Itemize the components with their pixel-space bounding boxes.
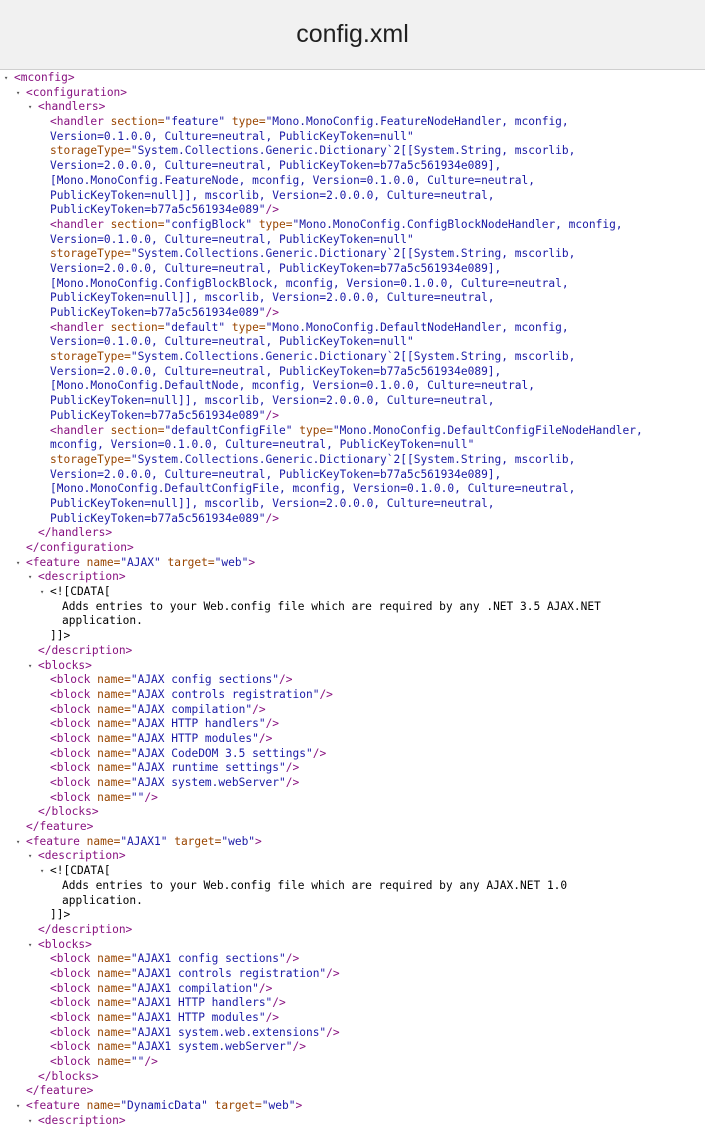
xml-tag: <block bbox=[50, 746, 98, 760]
xml-attr-value: "Mono.MonoConfig.DefaultNodeHandler, mconfig, bbox=[265, 320, 569, 334]
xml-attr-value: [Mono.MonoConfig.FeatureNode, mconfig, Version=0.1.0.0, Culture=neutral, bbox=[50, 173, 535, 187]
xml-tag: </description> bbox=[38, 922, 133, 936]
xml-line bbox=[0, 100, 705, 115]
xml-line bbox=[0, 512, 705, 527]
xml-attr-name: name= bbox=[97, 746, 131, 760]
xml-tag: > bbox=[295, 1099, 303, 1113]
expand-toggle-icon[interactable]: ▾ bbox=[28, 661, 33, 670]
xml-tag: <configuration> bbox=[26, 85, 128, 99]
xml-line bbox=[0, 335, 705, 350]
xml-tag: <block bbox=[50, 1055, 98, 1069]
xml-attr-value: "System.Collections.Generic.Dictionary`2[[System.String, mscorlib, bbox=[130, 247, 576, 261]
xml-line bbox=[0, 1114, 705, 1129]
xml-line bbox=[0, 321, 705, 336]
xml-text: Adds entries to your Web.config file which are required by any .NET 3.5 AJAX.NET bbox=[62, 599, 601, 613]
expand-toggle-icon[interactable]: ▾ bbox=[28, 103, 33, 112]
xml-attr-name: section= bbox=[110, 423, 165, 437]
xml-attr-value: [Mono.MonoConfig.DefaultNode, mconfig, Version=0.1.0.0, Culture=neutral, bbox=[50, 379, 535, 393]
xml-attr-value: "System.Collections.Generic.Dictionary`2[[System.String, mscorlib, bbox=[130, 452, 576, 466]
expand-toggle-icon[interactable]: ▾ bbox=[16, 558, 21, 567]
xml-attr-value: "AJAX" bbox=[120, 555, 161, 569]
xml-line bbox=[0, 291, 705, 306]
xml-attr-name: section= bbox=[110, 115, 165, 129]
xml-attr-value: "System.Collections.Generic.Dictionary`2[[System.String, mscorlib, bbox=[130, 350, 576, 364]
expand-toggle-icon[interactable]: ▾ bbox=[28, 852, 33, 861]
xml-tag: /> bbox=[258, 731, 273, 745]
xml-attr-name: type= bbox=[252, 217, 293, 231]
xml-line bbox=[0, 277, 705, 292]
xml-line bbox=[0, 570, 705, 585]
xml-line bbox=[0, 350, 705, 365]
xml-tag: <feature bbox=[26, 834, 87, 848]
xml-tag: <block bbox=[50, 996, 98, 1010]
xml-tag: /> bbox=[326, 1025, 340, 1039]
xml-tag: </blocks> bbox=[38, 1069, 99, 1083]
xml-attr-value: "web" bbox=[214, 555, 249, 569]
xml-attr-name: name= bbox=[97, 996, 131, 1010]
xml-line bbox=[0, 791, 705, 806]
xml-line bbox=[0, 673, 705, 688]
xml-tag: <mconfig> bbox=[14, 71, 75, 84]
xml-line bbox=[0, 600, 705, 615]
xml-attr-value: "default" bbox=[164, 320, 226, 334]
xml-tag: <handlers> bbox=[38, 100, 106, 114]
xml-line bbox=[0, 1070, 705, 1085]
xml-line bbox=[0, 1040, 705, 1055]
xml-attr-name: type= bbox=[225, 115, 266, 129]
xml-tag: /> bbox=[144, 1055, 158, 1069]
xml-text: application. bbox=[62, 893, 143, 907]
xml-line bbox=[0, 233, 705, 248]
xml-tag: <block bbox=[50, 790, 98, 804]
xml-attr-value: [Mono.MonoConfig.DefaultConfigFile, mconfig, Version=0.1.0.0, Culture=neutral, bbox=[50, 482, 576, 496]
xml-line bbox=[0, 703, 705, 718]
xml-tag: > bbox=[248, 555, 256, 569]
xml-tag: /> bbox=[279, 673, 293, 687]
xml-attr-value: "defaultConfigFile" bbox=[164, 423, 293, 437]
xml-attr-name: name= bbox=[97, 790, 131, 804]
xml-tag: <block bbox=[50, 731, 98, 745]
xml-tag: <handler bbox=[50, 115, 111, 129]
xml-tag: /> bbox=[258, 981, 273, 995]
xml-tag: <block bbox=[50, 1040, 98, 1054]
xml-line bbox=[0, 409, 705, 424]
xml-line bbox=[0, 1055, 705, 1070]
xml-attr-name: name= bbox=[86, 834, 121, 848]
xml-attr-value: PublicKeyToken=b77a5c561934e089" bbox=[50, 306, 266, 319]
xml-line bbox=[0, 159, 705, 174]
xml-attr-value: "AJAX1" bbox=[120, 834, 168, 848]
xml-attr-value: "web" bbox=[221, 834, 256, 848]
xml-tag: </description> bbox=[38, 643, 133, 657]
xml-attr-value: Version=2.0.0.0, Culture=neutral, PublicKeyToken=b77a5c561934e089], bbox=[50, 364, 502, 378]
xml-tag: <block bbox=[50, 776, 98, 789]
xml-tag: </configuration> bbox=[26, 541, 134, 554]
xml-attr-value: "Mono.MonoConfig.FeatureNodeHandler, mconfig, bbox=[265, 115, 569, 129]
xml-line bbox=[0, 556, 705, 571]
xml-attr-value: Version=2.0.0.0, Culture=neutral, PublicKeyToken=b77a5c561934e089], bbox=[50, 261, 502, 275]
xml-attr-name: name= bbox=[97, 673, 131, 687]
xml-attr-name: storageType= bbox=[50, 452, 131, 466]
xml-line bbox=[0, 820, 705, 835]
xml-attr-name: type= bbox=[292, 423, 333, 437]
xml-tag: <description> bbox=[38, 849, 126, 863]
xml-attr-name: name= bbox=[97, 687, 131, 701]
xml-tag: /> bbox=[265, 1011, 280, 1024]
xml-line bbox=[0, 365, 705, 380]
xml-line bbox=[0, 644, 705, 659]
xml-tag: </blocks> bbox=[38, 805, 99, 819]
xml-attr-value: "AJAX1 controls registration" bbox=[130, 966, 327, 980]
xml-tag: /> bbox=[292, 1040, 306, 1054]
xml-attr-value: "AJAX1 compilation" bbox=[130, 981, 259, 995]
xml-line bbox=[0, 497, 705, 512]
xml-attr-value: "feature" bbox=[164, 115, 226, 129]
xml-attr-value: [Mono.MonoConfig.ConfigBlockBlock, mconfig, Version=0.1.0.0, Culture=neutral, bbox=[50, 276, 569, 290]
xml-attr-name: name= bbox=[86, 555, 121, 569]
xml-tag: <blocks> bbox=[38, 937, 92, 951]
xml-tag: <block bbox=[50, 966, 98, 980]
xml-line bbox=[0, 835, 705, 850]
xml-line bbox=[0, 424, 705, 439]
xml-tag: <feature bbox=[26, 555, 87, 569]
xml-line bbox=[0, 247, 705, 262]
expand-toggle-icon[interactable]: ▾ bbox=[16, 837, 21, 846]
xml-line bbox=[0, 1026, 705, 1041]
xml-attr-name: section= bbox=[110, 217, 165, 231]
xml-tag: <block bbox=[50, 673, 98, 687]
xml-attr-value: PublicKeyToken=b77a5c561934e089" bbox=[50, 203, 266, 217]
xml-attr-value: Version=0.1.0.0, Culture=neutral, PublicKeyToken=null" bbox=[50, 129, 414, 143]
xml-line bbox=[0, 482, 705, 497]
xml-line bbox=[0, 732, 705, 747]
xml-tag: <description> bbox=[38, 570, 126, 584]
xml-attr-value: "AJAX compilation" bbox=[130, 702, 253, 716]
xml-tag: </handlers> bbox=[38, 526, 113, 540]
xml-attr-value: "Mono.MonoConfig.ConfigBlockNodeHandler, mconfig, bbox=[292, 217, 623, 231]
xml-attr-name: name= bbox=[97, 1025, 131, 1039]
xml-line bbox=[0, 379, 705, 394]
xml-tag: /> bbox=[285, 776, 300, 789]
xml-attr-value: "AJAX HTTP modules" bbox=[130, 731, 259, 745]
xml-line bbox=[0, 86, 705, 101]
xml-tag: <block bbox=[50, 952, 98, 966]
xml-attr-name: storageType= bbox=[50, 247, 131, 261]
xml-tag: /> bbox=[265, 408, 280, 422]
xml-attr-value: PublicKeyToken=null]], mscorlib, Version=2.0.0.0, Culture=neutral, bbox=[50, 394, 495, 408]
xml-line bbox=[0, 629, 705, 644]
xml-text: <![CDATA[ bbox=[50, 864, 111, 878]
xml-line bbox=[0, 189, 705, 204]
xml-attr-value: mconfig, Version=0.1.0.0, Culture=neutral, PublicKeyToken=null" bbox=[50, 438, 475, 452]
xml-tag: <block bbox=[50, 717, 98, 731]
xml-attr-value: "DynamicData" bbox=[120, 1099, 208, 1113]
xml-attr-value: PublicKeyToken=b77a5c561934e089" bbox=[50, 408, 266, 422]
xml-line bbox=[0, 130, 705, 145]
xml-tag: /> bbox=[144, 790, 158, 804]
xml-attr-name: name= bbox=[97, 981, 131, 995]
xml-text: ]]> bbox=[50, 629, 71, 643]
xml-line bbox=[0, 585, 705, 600]
xml-line bbox=[0, 262, 705, 277]
expand-toggle-icon[interactable]: ▾ bbox=[28, 1116, 33, 1125]
xml-line bbox=[0, 144, 705, 159]
xml-tag: <blocks> bbox=[38, 658, 92, 672]
xml-attr-value: Version=0.1.0.0, Culture=neutral, PublicKeyToken=null" bbox=[50, 232, 414, 246]
xml-tag: <block bbox=[50, 1011, 98, 1024]
xml-line bbox=[0, 761, 705, 776]
xml-attr-value: Version=0.1.0.0, Culture=neutral, PublicKeyToken=null" bbox=[50, 335, 414, 349]
xml-attr-name: name= bbox=[97, 952, 131, 966]
xml-attr-value: PublicKeyToken=b77a5c561934e089" bbox=[50, 511, 266, 525]
expand-toggle-icon[interactable]: ▾ bbox=[16, 88, 21, 97]
xml-attr-name: target= bbox=[167, 834, 222, 848]
xml-line bbox=[0, 203, 705, 218]
xml-attr-name: name= bbox=[97, 717, 131, 731]
xml-line bbox=[0, 864, 705, 879]
xml-attr-value: "AJAX1 system.web.extensions" bbox=[130, 1025, 327, 1039]
xml-attr-value: "AJAX config sections" bbox=[130, 673, 280, 687]
xml-tag: /> bbox=[265, 306, 280, 319]
xml-line bbox=[0, 952, 705, 967]
xml-attr-value: "configBlock" bbox=[164, 217, 253, 231]
xml-line bbox=[0, 659, 705, 674]
xml-text: Adds entries to your Web.config file which are required by any AJAX.NET 1.0 bbox=[62, 878, 568, 892]
xml-attr-name: target= bbox=[207, 1099, 262, 1113]
xml-attr-name: storageType= bbox=[50, 144, 131, 158]
xml-line bbox=[0, 688, 705, 703]
xml-tag: <description> bbox=[38, 1113, 126, 1127]
xml-attr-name: name= bbox=[97, 1011, 131, 1024]
xml-line bbox=[0, 541, 705, 556]
xml-line bbox=[0, 805, 705, 820]
xml-attr-value: "AJAX1 HTTP handlers" bbox=[130, 996, 273, 1010]
xml-line bbox=[0, 996, 705, 1011]
xml-attr-name: name= bbox=[97, 1040, 131, 1054]
xml-tag: /> bbox=[285, 952, 300, 966]
xml-line bbox=[0, 849, 705, 864]
xml-tag: <handler bbox=[50, 423, 111, 437]
xml-tag: <block bbox=[50, 1025, 98, 1039]
xml-attr-value: "AJAX1 HTTP modules" bbox=[130, 1011, 266, 1024]
xml-attr-value: "AJAX runtime settings" bbox=[130, 761, 286, 775]
xml-tag: <block bbox=[50, 687, 98, 701]
xml-attr-value: PublicKeyToken=null]], mscorlib, Version=2.0.0.0, Culture=neutral, bbox=[50, 496, 495, 510]
xml-line bbox=[0, 115, 705, 130]
xml-attr-value: "AJAX system.webServer" bbox=[130, 776, 286, 789]
xml-line bbox=[0, 747, 705, 762]
xml-attr-value: "AJAX controls registration" bbox=[130, 687, 320, 701]
xml-line bbox=[0, 776, 705, 791]
expand-toggle-icon[interactable]: ▾ bbox=[28, 573, 33, 582]
xml-tag: <block bbox=[50, 761, 98, 775]
xml-attr-name: section= bbox=[110, 320, 165, 334]
xml-line bbox=[0, 71, 705, 86]
xml-tag: /> bbox=[252, 702, 266, 716]
xml-attr-value: Version=2.0.0.0, Culture=neutral, PublicKeyToken=b77a5c561934e089], bbox=[50, 159, 502, 173]
xml-line bbox=[0, 1099, 705, 1114]
xml-line bbox=[0, 526, 705, 541]
xml-line bbox=[0, 894, 705, 909]
xml-line bbox=[0, 938, 705, 953]
xml-line bbox=[0, 468, 705, 483]
xml-tag: /> bbox=[272, 996, 286, 1010]
xml-attr-value: "System.Collections.Generic.Dictionary`2[[System.String, mscorlib, bbox=[130, 144, 576, 158]
xml-line bbox=[0, 1084, 705, 1099]
xml-attr-value: "AJAX CodeDOM 3.5 settings" bbox=[130, 746, 313, 760]
xml-line bbox=[0, 174, 705, 189]
xml-tag: /> bbox=[312, 746, 327, 760]
page-title: config.xml bbox=[296, 20, 409, 48]
xml-tag: <block bbox=[50, 702, 98, 716]
xml-tag: /> bbox=[265, 717, 280, 731]
xml-tag: /> bbox=[319, 687, 333, 701]
xml-attr-value: "Mono.MonoConfig.DefaultConfigFileNodeHandler, bbox=[332, 423, 643, 437]
expand-toggle-icon[interactable]: ▾ bbox=[40, 867, 45, 876]
xml-attr-value: "web" bbox=[261, 1099, 296, 1113]
xml-attr-value: PublicKeyToken=null]], mscorlib, Version=2.0.0.0, Culture=neutral, bbox=[50, 188, 495, 202]
xml-tag: </feature> bbox=[26, 1084, 94, 1098]
xml-viewer bbox=[0, 70, 705, 1129]
xml-attr-name: name= bbox=[97, 1055, 131, 1069]
xml-tag: /> bbox=[285, 761, 300, 775]
xml-attr-name: name= bbox=[97, 966, 131, 980]
expand-toggle-icon[interactable]: ▾ bbox=[16, 1102, 21, 1111]
xml-attr-name: name= bbox=[97, 702, 131, 716]
title-bar bbox=[0, 0, 705, 70]
xml-line bbox=[0, 908, 705, 923]
xml-line bbox=[0, 982, 705, 997]
xml-text: application. bbox=[62, 614, 143, 628]
xml-attr-value: "" bbox=[130, 790, 145, 804]
xml-tag: > bbox=[255, 834, 262, 848]
expand-toggle-icon[interactable]: ▾ bbox=[4, 74, 9, 82]
xml-line bbox=[0, 218, 705, 233]
xml-line bbox=[0, 438, 705, 453]
xml-attr-value: "AJAX HTTP handlers" bbox=[130, 717, 266, 731]
xml-attr-value: PublicKeyToken=null]], mscorlib, Version=2.0.0.0, Culture=neutral, bbox=[50, 291, 495, 305]
xml-tag: <block bbox=[50, 981, 98, 995]
xml-tag: /> bbox=[265, 511, 280, 525]
xml-attr-value: "" bbox=[130, 1055, 145, 1069]
xml-line bbox=[0, 879, 705, 894]
xml-tag: <handler bbox=[50, 217, 111, 231]
xml-line bbox=[0, 614, 705, 629]
xml-line bbox=[0, 923, 705, 938]
xml-tag: </feature> bbox=[26, 820, 94, 834]
xml-tag: <handler bbox=[50, 320, 111, 334]
xml-attr-name: name= bbox=[97, 761, 131, 775]
xml-attr-name: storageType= bbox=[50, 350, 131, 364]
xml-attr-name: name= bbox=[97, 776, 131, 789]
xml-attr-name: type= bbox=[225, 320, 266, 334]
xml-text: <![CDATA[ bbox=[50, 585, 111, 599]
xml-attr-name: name= bbox=[97, 731, 131, 745]
xml-line bbox=[0, 453, 705, 468]
expand-toggle-icon[interactable]: ▾ bbox=[40, 588, 45, 597]
xml-attr-value: "AJAX1 config sections" bbox=[130, 952, 286, 966]
xml-line bbox=[0, 967, 705, 982]
xml-tag: /> bbox=[265, 203, 280, 217]
xml-attr-name: name= bbox=[86, 1099, 121, 1113]
xml-line bbox=[0, 394, 705, 409]
xml-attr-name: target= bbox=[160, 555, 215, 569]
xml-text: ]]> bbox=[50, 908, 71, 922]
expand-toggle-icon[interactable]: ▾ bbox=[28, 940, 33, 949]
xml-line bbox=[0, 1011, 705, 1026]
xml-line bbox=[0, 717, 705, 732]
xml-line bbox=[0, 306, 705, 321]
xml-tag: /> bbox=[326, 966, 340, 980]
xml-tag: <feature bbox=[26, 1099, 87, 1113]
xml-attr-value: Version=2.0.0.0, Culture=neutral, PublicKeyToken=b77a5c561934e089], bbox=[50, 467, 502, 481]
xml-attr-value: "AJAX1 system.webServer" bbox=[130, 1040, 293, 1054]
